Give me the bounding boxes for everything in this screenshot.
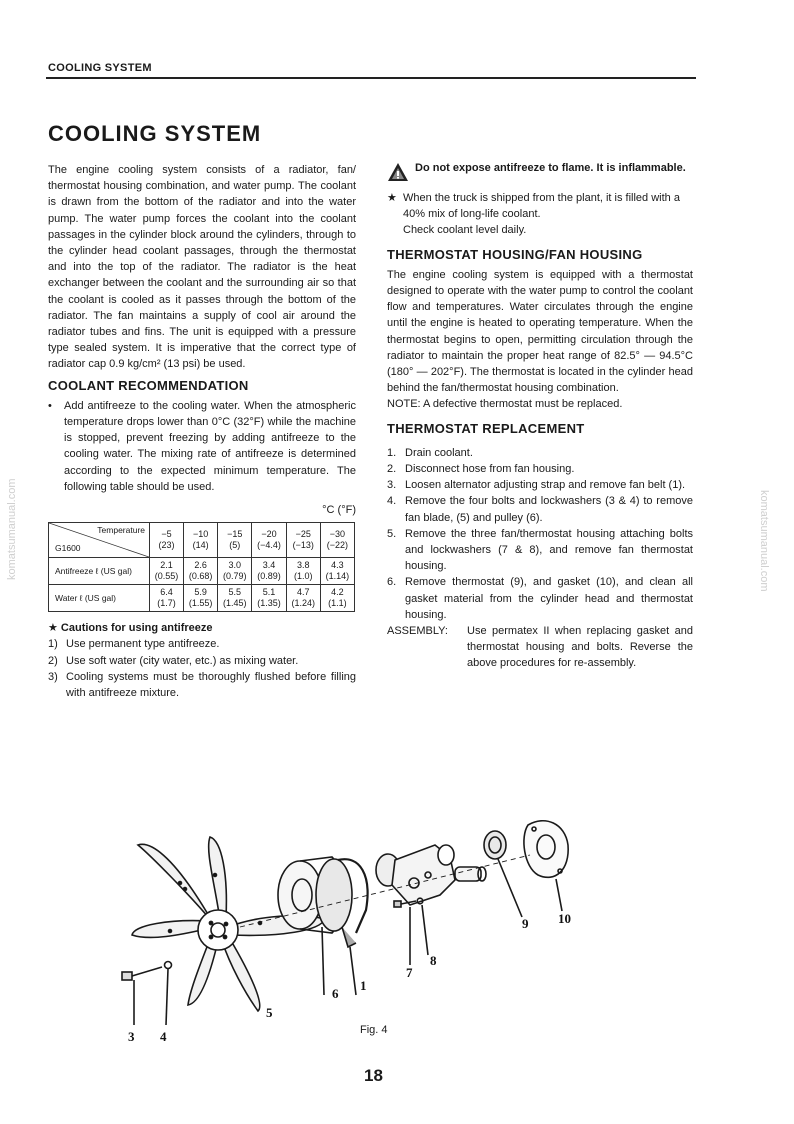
- value-cell: 4.3 (1.14): [320, 558, 354, 585]
- callout-5: 5: [266, 1005, 273, 1020]
- antifreeze-table: [48, 522, 355, 612]
- callout-4: 4: [160, 1029, 167, 1044]
- watermark-left: komatsumanual.com: [6, 478, 18, 580]
- header-rule: [46, 77, 696, 79]
- page-title: COOLING SYSTEM: [48, 121, 262, 146]
- list-item: 6. Remove thermostat (9), and gasket (10), and clean all gasket material from the cylinder head and thermostat housing.: [387, 576, 693, 621]
- callout-10: 10: [558, 911, 571, 926]
- callout-3: 3: [128, 1029, 135, 1044]
- list-item: 3. Loosen alternator adjusting strap and remove fan belt (1).: [387, 479, 686, 492]
- list-item: 2. Disconnect hose from fan housing.: [387, 463, 575, 476]
- star-mark: ★: [387, 192, 397, 204]
- assembly-text: Use permatex II when replacing gasket and thermostat housing and bolts. Reverse the above procedures for re-assembly.: [467, 625, 693, 670]
- assembly-note: [387, 623, 693, 672]
- shipping-note-text: When the truck is shipped from the plant, it is filled with a 40% mix of long-life coolant.: [403, 192, 680, 221]
- value-cell: 6.4 (1.7): [150, 585, 184, 612]
- row-label: Antifreeze ℓ (US gal): [49, 558, 150, 585]
- thermostat-housing-text: The engine cooling system is equipped with a thermostat designed to operate with the water pump to control the coolant flow and temperatures. Water circulates through the engine until the engine is heated to operating temperature. When the thermostat begins to open, permitting circulation through the radiator to maintain the proper heat range of 82.5° — 94.5°C (180° — 202°F). The thermostat is located in the cylinder head behind the fan/thermostat housing combination.: [387, 268, 693, 395]
- replacement-steps: [387, 445, 693, 623]
- list-item: 1) Use permanent type antifreeze.: [48, 638, 220, 651]
- gasket-drawing: [524, 821, 568, 911]
- table-row-antifreeze: [49, 558, 355, 585]
- temp-cell: −20 (−4.4): [252, 523, 286, 558]
- running-header: COOLING SYSTEM: [48, 62, 152, 74]
- bullet-mark: •: [48, 399, 52, 412]
- list-item: 2) Use soft water (city water, etc.) as mixing water.: [48, 654, 299, 667]
- value-cell: 4.7 (1.24): [286, 585, 320, 612]
- table-header-row: [49, 523, 355, 558]
- coolant-bullet: [48, 398, 356, 495]
- value-cell: 2.1 (0.55): [150, 558, 184, 585]
- exploded-view-figure: [110, 815, 610, 1050]
- cautions-title: ★ Cautions for using antifreeze: [48, 622, 213, 635]
- assembly-label: ASSEMBLY:: [387, 625, 448, 638]
- figure-caption: Fig. 4: [360, 1024, 388, 1036]
- callout-6: 6: [332, 986, 339, 1001]
- table-corner-cell: [49, 523, 150, 558]
- header-model: G1600: [55, 543, 81, 554]
- callout-9: 9: [522, 916, 529, 931]
- value-cell: 3.4 (0.89): [252, 558, 286, 585]
- callout-1: 1: [360, 978, 367, 993]
- watermark-right: komatsumanual.com: [758, 490, 770, 592]
- list-item: 4. Remove the four bolts and lockwashers (3 & 4) to remove fan blade, (5) and pulley (6).: [387, 495, 693, 524]
- temp-cell: −10 (14): [184, 523, 218, 558]
- header-temperature: Temperature: [97, 525, 145, 536]
- coolant-bullet-text: Add antifreeze to the cooling water. When the atmospheric temperature drops lower than 0°C (32°F) while the machine is stopped, prevent freezing by adding antifreeze to the cooling water. The mixing rate of antifreeze is determined according to the expected minimum temperature. The following table should be used.: [64, 399, 356, 493]
- callout-8: 8: [430, 953, 437, 968]
- callout-7: 7: [406, 965, 413, 980]
- housing-bolt-drawing: [394, 898, 428, 965]
- shipping-note: [387, 190, 693, 239]
- temp-cell: −15 (5): [218, 523, 252, 558]
- flame-warning: [387, 160, 693, 182]
- cautions-block: [48, 620, 356, 701]
- right-column: [387, 160, 693, 672]
- value-cell: 5.5 (1.45): [218, 585, 252, 612]
- coolant-heading: COOLANT RECOMMENDATION: [48, 377, 249, 393]
- page-number: 18: [364, 1066, 383, 1085]
- row-label: Water ℓ (US gal): [49, 585, 150, 612]
- value-cell: 5.9 (1.55): [184, 585, 218, 612]
- table-row-water: [49, 585, 355, 612]
- warning-triangle-icon: [387, 162, 409, 182]
- left-column: [48, 162, 356, 701]
- value-cell: 3.8 (1.0): [286, 558, 320, 585]
- thermostat-housing-heading: THERMOSTAT HOUSING/FAN HOUSING: [387, 246, 643, 262]
- list-item: 1. Drain coolant.: [387, 446, 473, 459]
- list-item: 3) Cooling systems must be thoroughly flushed before filling with antifreeze mixture.: [48, 670, 356, 700]
- value-cell: 2.6 (0.68): [184, 558, 218, 585]
- value-cell: 3.0 (0.79): [218, 558, 252, 585]
- list-item: 5. Remove the three fan/thermostat housing attaching bolts and lockwashers (7 & 8), and remove fan thermostat housing.: [387, 527, 693, 573]
- temp-cell: −30 (−22): [320, 523, 354, 558]
- intro-paragraph: The engine cooling system consists of a radiator, fan/ thermostat housing combination, and water pump. The coolant is drawn from the bottom of the radiator and into the water pump. The water pump forces the coolant into the coolant passages in the cylinder block around the cylinders, through to the cylinder head coolant passages, through the thermostat and into the top of the radiator. The radiator is the heat exchanger between the coolant and the surrounding air so that the coolant is cooled as it passes through the bottom of the radiator. The fan maintains a supply of cool air around the radiator tubes and fins. The unit is equipped with a pressure type sealed system. It is imperative that the correct type of radiator cap 0.9 kg/cm² (13 psi) be used.: [48, 164, 356, 371]
- bolt-lockwasher-drawing: [122, 962, 172, 1026]
- value-cell: 4.2 (1.1): [320, 585, 354, 612]
- thermostat-note: NOTE: A defective thermostat must be replaced.: [387, 398, 623, 411]
- shipping-note-check: Check coolant level daily.: [403, 224, 527, 237]
- table-unit: °C (°F): [322, 504, 356, 517]
- warning-text: Do not expose antifreeze to flame. It is inflammable.: [415, 162, 686, 174]
- thermostat-drawing: [484, 831, 522, 917]
- value-cell: 5.1 (1.35): [252, 585, 286, 612]
- temp-cell: −5 (23): [150, 523, 184, 558]
- temp-cell: −25 (−13): [286, 523, 320, 558]
- cautions-list: [48, 636, 356, 701]
- thermostat-housing-drawing: [376, 845, 486, 905]
- thermostat-replacement-heading: THERMOSTAT REPLACEMENT: [387, 420, 585, 436]
